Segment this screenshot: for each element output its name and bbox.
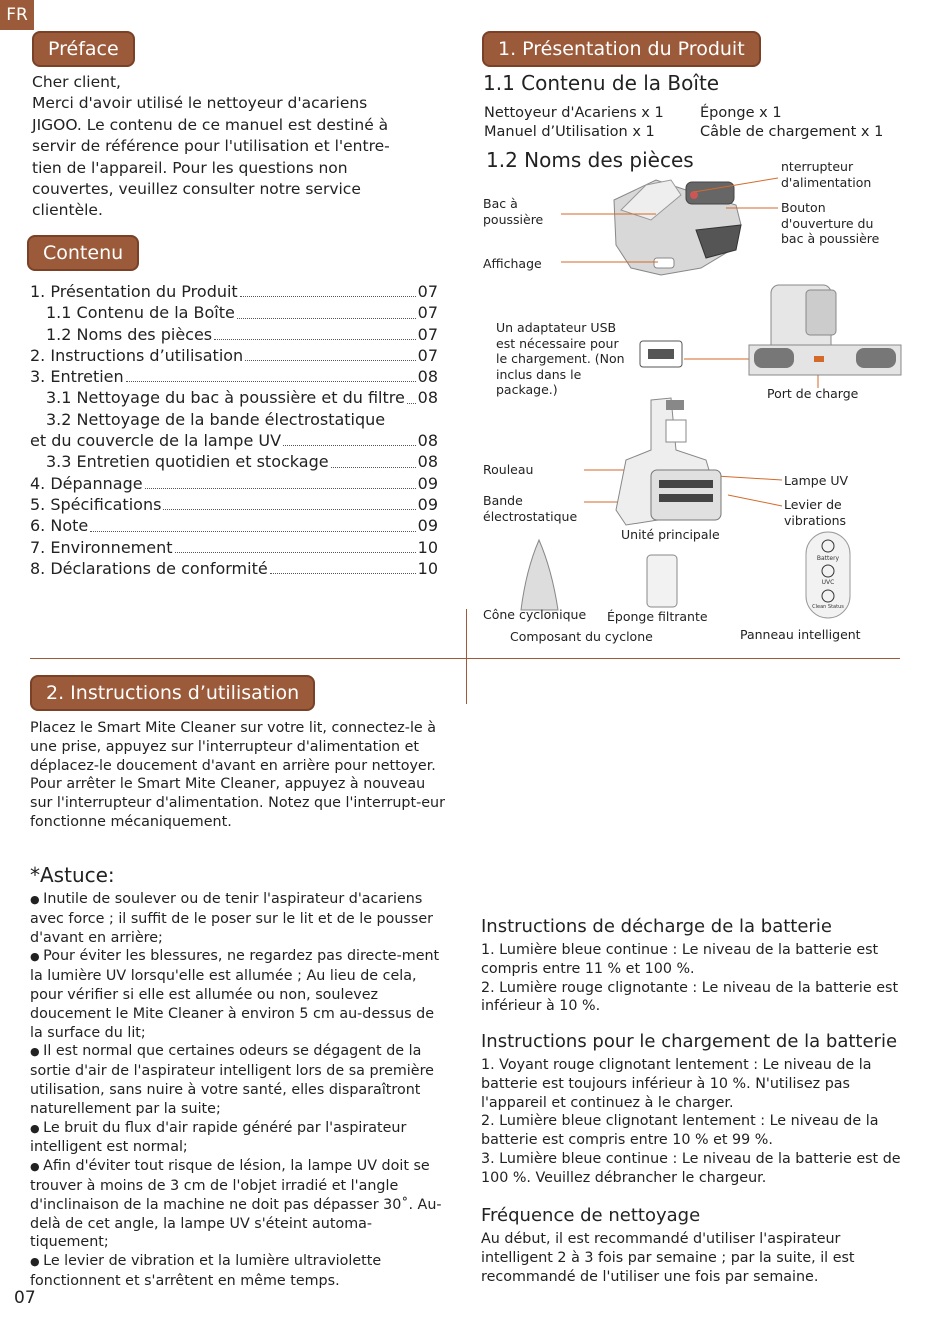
- label-bin-button: Bouton d'ouverture du bac à poussière: [781, 200, 880, 246]
- charge-title: Instructions pour le chargement de la batterie: [481, 1031, 898, 1052]
- preface-line: Merci d'avoir utilisé le nettoyeur d'acariens: [32, 94, 368, 113]
- toc-item-label: 3.2 Nettoyage de la bande électrostatique: [46, 409, 386, 429]
- toc-item: [30, 515, 438, 536]
- toc-item-page: 09: [417, 494, 438, 514]
- toc-item: [30, 558, 438, 579]
- tip-title: *Astuce:: [30, 863, 115, 887]
- preface-line: clientèle.: [32, 201, 103, 220]
- preface-heading: Préface: [32, 31, 135, 67]
- label-usb-adapter: Un adaptateur USB est nécessaire pour le chargement. (Non inclus dans le package.): [496, 320, 625, 397]
- toc-item: [30, 537, 438, 558]
- discharge-text: [481, 941, 901, 1016]
- toc-item-label: et du couvercle de la lampe UV: [30, 431, 282, 451]
- label-cyclone-cone: Cône cyclonique: [483, 607, 587, 622]
- parts-title: 1.2 Noms des pièces: [486, 148, 694, 172]
- toc-leader-dots: [407, 387, 416, 403]
- instructions-paragraph: Placez le Smart Mite Cleaner sur votre lit, connectez-le à une prise, appuyez sur l'interrupteur d'alimentation et déplacez-le doucement d'avant en arrière pour nettoyer.: [30, 720, 437, 774]
- toc-item-page: 08: [417, 367, 438, 387]
- toc-item-page: 07: [417, 282, 438, 301]
- preface-line: couvertes, veuillez consulter notre service: [32, 180, 361, 199]
- toc-item-label: 1. Présentation du Produit: [30, 282, 238, 301]
- toc-item: [30, 494, 438, 515]
- frequency-text: Au début, il est recommandé d'utiliser l'aspirateur intelligent 2 à 3 fois par semaine ; par la suite, il est recommandé de l'utiliser une fois par semaine.: [481, 1231, 855, 1285]
- toc-item: [30, 324, 438, 345]
- device-back-illustration: [749, 285, 901, 375]
- toc-item-page: 08: [417, 431, 438, 451]
- language-tag: FR: [0, 0, 34, 30]
- toc-leader-dots: [90, 515, 415, 531]
- label-dust-bin: Bac à poussière: [483, 196, 544, 227]
- toc-item: [30, 345, 438, 366]
- cyclone-cone-illustration: [521, 540, 558, 610]
- box-item: Nettoyeur d'Acariens x 1: [484, 105, 664, 121]
- preface-line: Cher client,: [32, 73, 121, 91]
- box-item: Éponge x 1: [700, 105, 782, 121]
- toc-item-label: 7. Environnement: [30, 537, 173, 557]
- main-unit-illustration: [616, 398, 721, 525]
- toc-leader-dots: [214, 324, 416, 340]
- preface-text: [32, 72, 452, 222]
- discharge-title: Instructions de décharge de la batterie: [481, 916, 832, 937]
- frequency-title: Fréquence de nettoyage: [481, 1205, 701, 1226]
- toc-leader-dots: [270, 558, 416, 574]
- tip-item: ● Inutile de soulever ou de tenir l'aspirateur d'acariens avec force ; il suffit de le poser sur le lit et de le pousser d'avant en arrière;: [30, 890, 448, 947]
- label-uv-lamp: Lampe UV: [784, 473, 849, 488]
- preface-line: tien de l'appareil. Pour les questions non: [32, 158, 348, 177]
- contents-heading: Contenu: [27, 235, 139, 271]
- instructions-paragraph-2: Pour arrêter le Smart Mite Cleaner, appuyez à nouveau sur l'interrupteur d'alimentation. Notez que l'interrupt-eur fonctionne mécaniquement.: [30, 776, 445, 830]
- toc-item-page: 10: [417, 537, 438, 557]
- box-item: Câble de chargement x 1: [700, 124, 884, 140]
- toc-leader-dots: [175, 537, 416, 553]
- preface-line: JIGOO. Le contenu de ce manuel est destiné à: [32, 115, 389, 134]
- label-roller: Rouleau: [483, 462, 534, 477]
- toc-item-label: 1.1 Contenu de la Boîte: [46, 303, 235, 323]
- toc-item-page: 08: [417, 452, 438, 472]
- page-number: 07: [14, 1288, 36, 1308]
- toc-item-page: 10: [417, 558, 438, 578]
- charge-text: [481, 1056, 901, 1188]
- charge-item: 1. Voyant rouge clignotant lentement : Le niveau de la batterie est toujours inférieur à 10 %. N'utilisez pas l'appareil et continuez à le charger.: [481, 1057, 872, 1111]
- box-contents-title: 1.1 Contenu de la Boîte: [483, 71, 720, 95]
- instructions-heading: 2. Instructions d’utilisation: [30, 675, 315, 711]
- toc-leader-dots: [245, 345, 415, 361]
- device-side-illustration: [614, 180, 741, 275]
- preface-line: servir de référence pour l'utilisation et l'entre-: [32, 137, 390, 156]
- toc-item-label: 6. Note: [30, 516, 89, 536]
- toc-item-page: 08: [417, 388, 438, 408]
- tip-item: ● Pour éviter les blessures, ne regardez pas directe-ment la lumière UV lorsqu'elle est allumée ; Au lieu de cela, pour vérifier si elle est allumée ou non, soulevez doucement le Mite Cleaner à environ 5 cm au-dessus de la surface du lit;: [30, 947, 448, 1042]
- toc-leader-dots: [126, 366, 416, 382]
- tip-item: ● Afin d'éviter tout risque de lésion, la lampe UV doit se trouver à moins de 3 cm de l'objet irradié et l'angle d'inclinaison de la machine ne doit pas dépasser 30˚. Au-delà de cet angle, la lampe UV s'éteint automa-tiquement;: [30, 1157, 448, 1252]
- tips-list: [30, 890, 448, 1291]
- toc-leader-dots: [237, 302, 416, 318]
- toc-item-label: 2. Instructions d’utilisation: [30, 345, 244, 365]
- toc-leader-dots: [240, 281, 416, 297]
- label-filter-sponge: Éponge filtrante: [607, 609, 708, 624]
- toc-leader-dots: [331, 451, 416, 467]
- label-electrostatic-strip: Bande électrostatique: [483, 493, 578, 524]
- discharge-item: 2. Lumière rouge clignotante : Le niveau de la batterie est inférieur à 10 %.: [481, 979, 899, 1015]
- panel-battery-label: Battery: [816, 555, 840, 562]
- label-display: Affichage: [483, 256, 542, 271]
- toc-item-label: 4. Dépannage: [30, 473, 143, 493]
- label-main-unit: Unité principale: [621, 527, 720, 542]
- toc-item: [30, 451, 438, 472]
- toc-item-label: 3.3 Entretien quotidien et stockage: [46, 452, 329, 472]
- table-of-contents: [30, 281, 438, 579]
- toc-item: [30, 387, 438, 408]
- filter-sponge-illustration: [647, 555, 677, 607]
- toc-item-page: 07: [417, 345, 438, 365]
- toc-item-label: 1.2 Noms des pièces: [46, 324, 213, 344]
- toc-item-label: 3. Entretien: [30, 367, 124, 387]
- toc-leader-dots: [145, 473, 416, 489]
- toc-item: [30, 366, 438, 387]
- charge-item: 2. Lumière bleue clignotant lentement : Le niveau de la batterie est compris entre 10 % et 99 %.: [481, 1113, 879, 1149]
- label-cyclone-component: Composant du cyclone: [510, 629, 653, 644]
- product-heading: 1. Présentation du Produit: [482, 31, 761, 67]
- toc-item-page: 07: [417, 303, 438, 323]
- label-smart-panel: Panneau intelligent: [740, 627, 861, 642]
- toc-item-page: 09: [417, 516, 438, 536]
- toc-item-page: 09: [417, 473, 438, 493]
- toc-item-label: 5. Spécifications: [30, 494, 162, 514]
- toc-item: [30, 473, 438, 494]
- charge-item: 3. Lumière bleue continue : Le niveau de la batterie est de 100 %. Veuillez débrancher le chargeur.: [481, 1150, 901, 1186]
- panel-uvc-label: UVC: [821, 579, 835, 586]
- toc-item-page: 07: [417, 324, 438, 344]
- toc-item: [30, 409, 438, 430]
- toc-item: [30, 281, 438, 302]
- label-charge-port: Port de charge: [767, 386, 859, 401]
- label-power-switch: nterrupteur d'alimentation: [781, 159, 872, 190]
- toc-item-label: 3.1 Nettoyage du bac à poussière et du filtre: [46, 388, 405, 408]
- box-item: Manuel d’Utilisation x 1: [484, 124, 655, 140]
- toc-item: [30, 430, 438, 451]
- label-vibration-lever: Levier de vibrations: [784, 497, 847, 528]
- toc-item-label: 8. Déclarations de conformité: [30, 558, 268, 578]
- panel-clean-label: Clean Status: [812, 604, 844, 610]
- toc-leader-dots: [283, 430, 416, 446]
- tip-item: ● Le bruit du flux d'air rapide généré par l'aspirateur intelligent est normal;: [30, 1119, 448, 1158]
- tip-item: ● Le levier de vibration et la lumière ultraviolette fonctionnent et s'arrêtent en même temps.: [30, 1252, 448, 1291]
- discharge-item: 1. Lumière bleue continue : Le niveau de la batterie est compris entre 11 % et 100 %.: [481, 942, 879, 977]
- tip-item: ● Il est normal que certaines odeurs se dégagent de la sortie d'air de l'aspirateur intelligent lors de sa première utilisation, sans nuire à votre santé, elles disparaîtront naturellement par la suite;: [30, 1042, 448, 1118]
- instructions-text: [30, 719, 448, 832]
- toc-item: [30, 302, 438, 323]
- toc-leader-dots: [163, 494, 415, 510]
